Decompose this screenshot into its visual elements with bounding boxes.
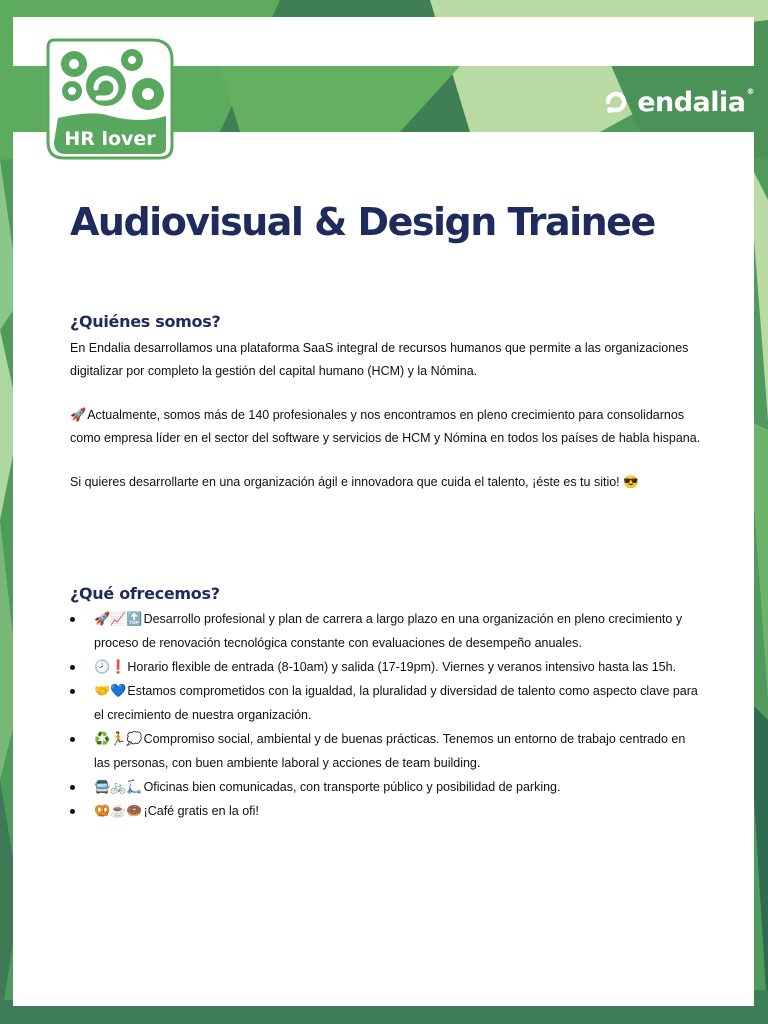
- about-paragraph-2: 🚀Actualmente, somos más de 140 profesionales y nos encontramos en pleno crecimiento para consolidarnos como empresa líder en el sector del software y servicios de HCM y Nómina en todos los países de habla hispana.: [70, 407, 701, 445]
- list-item: 🕗❗Horario flexible de entrada (8-10am) y salida (17-19pm). Viernes y veranos intensivo hasta las 15h.: [70, 655, 702, 679]
- about-section: [70, 312, 702, 494]
- offer-heading: ¿Qué ofrecemos?: [70, 584, 220, 603]
- rocket-icon: 🚀: [70, 407, 87, 422]
- coffee-icons: 🥨☕🍩: [94, 803, 143, 818]
- social-icons: ♻️🏃💭: [94, 731, 143, 746]
- about-heading: ¿Quiénes somos?: [70, 312, 221, 331]
- list-item: ♻️🏃💭Compromiso social, ambiental y de buenas prácticas. Tenemos un entorno de trabajo centrado en las personas, con buen ambiente laboral y acciones de team building.: [70, 727, 702, 775]
- offer-section: [70, 584, 702, 823]
- list-item: 🤝💙Estamos comprometidos con la igualdad, la pluralidad y diversidad de talento como aspecto clave para el crecimiento de nuestra organización.: [70, 679, 702, 727]
- transport-icons: 🚍🚲🛴: [94, 779, 143, 794]
- brand-name: endalia®: [637, 86, 754, 118]
- endalia-logo: [601, 82, 754, 122]
- handshake-icons: 🤝💙: [94, 683, 127, 698]
- growth-icons: 🚀📈🔝: [94, 611, 143, 626]
- content-card: [13, 132, 754, 1006]
- offer-list: [70, 607, 702, 823]
- badge-label: HR lover: [64, 128, 156, 150]
- clock-icons: 🕗❗: [94, 659, 127, 674]
- page-title: Audiovisual & Design Trainee: [70, 200, 655, 244]
- about-paragraph-3: Si quieres desarrollarte en una organización ágil e innovadora que cuida el talento, ¡éste es tu sitio! 😎: [70, 475, 639, 489]
- about-paragraph-1: En Endalia desarrollamos una plataforma SaaS integral de recursos humanos que permite a las organizaciones digitalizar por completo la gestión del capital humano (HCM) y la Nómina.: [70, 341, 689, 378]
- list-item: 🚀📈🔝Desarrollo profesional y plan de carrera a largo plazo en una organización en pleno crecimiento y proceso de renovación tecnológica constante con evaluaciones de desempeño anuales.: [70, 607, 702, 655]
- list-item: 🥨☕🍩¡Café gratis en la ofi!: [70, 799, 702, 823]
- list-item: 🚍🚲🛴Oficinas bien comunicadas, con transporte público y posibilidad de parking.: [70, 775, 702, 799]
- hr-lover-badge: [44, 36, 176, 162]
- endalia-e-icon: [601, 87, 631, 117]
